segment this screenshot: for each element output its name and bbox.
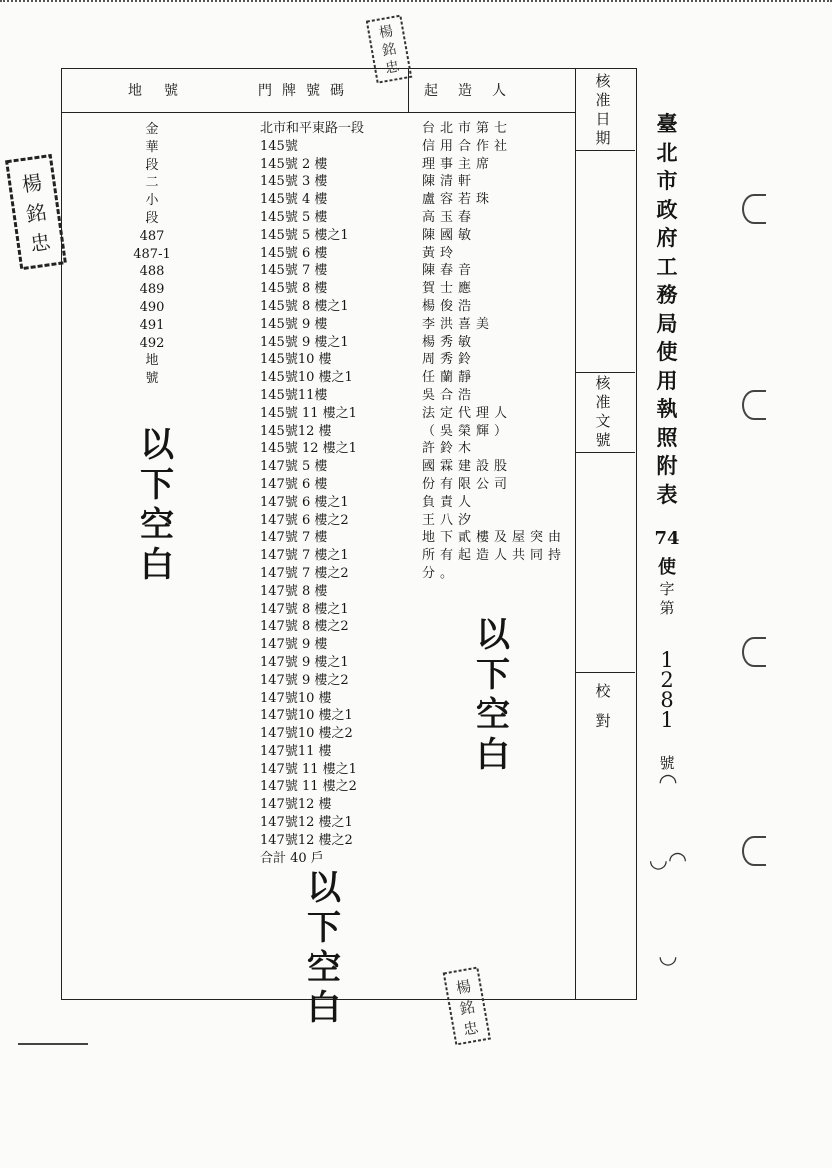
doorplate-cell: 147號10 樓之1 [260,708,353,724]
doorplate-cell: 合計 40 戶 [260,850,324,866]
lot-number-cell: 金 [145,122,159,137]
doorplate-cell: 147號 9 樓之1 [260,654,349,670]
paren-mark-2: ◡◠ [648,848,688,873]
form-title: 臺北市政府工務局使用執照附表 [656,111,678,507]
builder-cell: 黃玲 [422,245,459,261]
doorplate-cell: 147號 8 樓之2 [260,619,349,635]
builder-cell: 分。 [422,565,459,581]
doorplate-cell: 145號 4 樓 [260,192,328,208]
blank-below-mark-lot [137,425,177,585]
builder-cell: 法定代理人 [422,405,513,421]
blank-mark-char: 以 [307,868,341,908]
builder-cell: 楊秀敏 [422,334,477,350]
doorplate-cell: 145號12 樓 [260,423,332,439]
doorplate-cell: 145號10 樓 [260,352,332,368]
binder-hole-4 [742,836,766,866]
seal-stamp-top [366,14,414,84]
blank-mark-char: 白 [476,735,510,775]
builder-cell: 周秀鈴 [422,352,477,368]
builder-column [422,120,566,583]
license-type: 使 [658,557,676,578]
blank-mark-char: 下 [476,655,510,695]
lot-number-cell: 段 [145,157,159,173]
svg-text:銘: 銘 [380,41,398,60]
blank-mark-char: 空 [140,505,174,545]
doorplate-cell: 147號12 樓之2 [260,832,353,848]
doorplate-cell: 145號 6 樓 [260,245,328,261]
doorplate-column [260,120,364,867]
doorplate-cell: 147號 7 樓之2 [260,565,349,581]
lot-number-cell: 號 [145,371,159,387]
side-divider-4 [575,672,635,673]
builder-cell: 李洪喜美 [422,316,495,332]
doorplate-cell: 145號 11 樓之1 [260,405,357,421]
builder-cell: 高玉春 [422,209,477,225]
license-word: 字第 [659,580,675,617]
builder-cell: 陳國敏 [422,227,477,243]
lot-number-column [120,120,184,387]
builder-cell: 盧容若珠 [422,192,495,208]
doorplate-cell: 145號 8 樓 [260,281,328,297]
builder-cell: 地下貳樓及屋突由 [422,530,567,546]
svg-text:銘: 銘 [24,199,48,227]
seal-stamp-left [2,150,72,275]
doorplate-cell: 147號 11 樓之1 [260,761,357,777]
builder-cell: 理事主席 [422,156,495,172]
doorplate-cell: 北市和平東路一段 [260,121,365,136]
license-number: 1281 [660,648,674,732]
builder-cell: 份有限公司 [422,476,513,492]
doorplate-cell: 147號 9 樓之2 [260,672,349,688]
doorplate-cell: 145號 5 樓 [260,209,328,225]
side-divider-1 [575,150,635,151]
top-scan-edge [0,0,832,8]
builder-cell: 國霖建設股 [422,459,513,475]
doorplate-cell: 145號 5 樓之1 [260,227,349,243]
doorplate-cell: 147號 6 樓 [260,476,328,492]
blank-mark-char: 白 [140,545,174,585]
builder-cell: 王八汐 [422,512,477,528]
lot-number-cell: 地 [145,353,159,369]
doorplate-cell: 147號 6 樓之1 [260,494,349,510]
lot-number-cell: 489 [139,282,165,298]
header-lot-number: 地號 [128,83,200,99]
builder-cell: 許鈴木 [422,441,477,457]
doorplate-cell: 145號 9 樓 [260,316,328,332]
lot-number-cell: 488 [139,264,165,280]
blank-mark-char: 下 [140,465,174,505]
svg-text:楊: 楊 [377,23,395,42]
doorplate-cell: 147號 8 樓之1 [260,601,349,617]
doorplate-cell: 147號12 樓之1 [260,815,353,831]
header-doorplate: 門牌號碼 [258,83,354,99]
svg-text:忠: 忠 [28,229,52,257]
blank-mark-char: 以 [476,615,510,655]
approval-doc-label: 核准文號 [595,374,611,449]
doorplate-cell: 147號10 樓 [260,690,332,706]
svg-text:銘: 銘 [458,997,477,1019]
lot-number-cell: 段 [145,210,159,226]
doorplate-cell: 147號 11 樓之2 [260,779,357,795]
license-year: 74 [654,528,680,549]
svg-text:忠: 忠 [461,1018,480,1039]
doorplate-cell: 147號 9 樓 [260,637,328,653]
builder-cell: 負責人 [422,494,477,510]
license-suffix: 號 [659,754,675,772]
lot-number-cell: 490 [139,299,165,315]
svg-text:楊: 楊 [20,170,44,197]
side-divider-3 [575,452,635,453]
doorplate-cell: 145號 7 樓 [260,263,328,279]
builder-cell: 陳清軒 [422,174,477,190]
binder-hole-3 [742,637,766,667]
doorplate-cell: 147號 5 樓 [260,459,328,475]
doorplate-cell: 145號11樓 [260,387,328,403]
lot-number-cell: 小 [145,193,159,209]
builder-cell: 楊俊浩 [422,298,477,314]
doorplate-cell: 147號12 樓 [260,797,332,813]
svg-text:忠: 忠 [384,58,401,77]
doorplate-cell: 145號 8 樓之1 [260,298,349,314]
header-builder: 起造人 [424,83,526,99]
side-divider-2 [575,372,635,373]
proofread-label: 校對 [595,682,611,730]
doorplate-cell: 147號11 樓 [260,743,332,759]
lot-number-cell: 華 [145,139,159,155]
seal-stamp-bottom [442,966,492,1048]
builder-cell: 任蘭靜 [422,370,477,386]
builder-cell: 陳春音 [422,263,477,279]
doorplate-cell: 147號 7 樓 [260,530,328,546]
binder-hole-2 [742,390,766,420]
blank-mark-char: 空 [476,695,510,735]
builder-cell: 吳合浩 [422,387,477,403]
lot-number-cell: 二 [145,175,159,191]
blank-mark-char: 空 [307,948,341,988]
blank-mark-char: 白 [307,988,341,1028]
doorplate-cell: 147號 6 樓之2 [260,512,349,528]
doorplate-cell: 145號 [260,138,298,154]
doorplate-cell: 147號 7 樓之1 [260,548,349,564]
approval-date-label: 核准日期 [595,72,611,147]
blank-below-mark-builder [473,615,513,775]
lot-number-cell: 492 [139,335,165,351]
builder-cell: 台北市第七 [422,121,513,136]
doorplate-cell: 145號 9 樓之1 [260,334,349,350]
lot-number-cell: 491 [139,317,165,333]
blank-mark-char: 以 [140,425,174,465]
svg-text:楊: 楊 [454,977,473,998]
builder-cell: （吳榮輝） [422,423,513,439]
blank-below-mark-doorplate [304,868,344,1028]
binder-hole-1 [742,194,766,224]
doorplate-cell: 145號 12 樓之1 [260,441,357,457]
builder-cell: 賀士應 [422,281,477,297]
builder-cell: 信用合作社 [422,138,513,154]
lot-number-cell: 487 [139,228,165,244]
scan-mark-line [18,1043,88,1045]
lot-number-cell: 487-1 [133,246,171,262]
doorplate-cell: 147號10 樓之2 [260,726,353,742]
header-separator [61,112,575,113]
side-column-divider [575,68,576,999]
paren-mark-3: ◡ [658,944,678,969]
doorplate-cell: 145號 2 樓 [260,156,328,172]
doorplate-cell: 145號 3 樓 [260,174,328,190]
paren-mark-1: ◠ [658,770,678,795]
builder-cell: 所有起造人共同持 [422,548,567,564]
doorplate-cell: 147號 8 樓 [260,583,328,599]
blank-mark-char: 下 [307,908,341,948]
doorplate-cell: 145號10 樓之1 [260,370,353,386]
